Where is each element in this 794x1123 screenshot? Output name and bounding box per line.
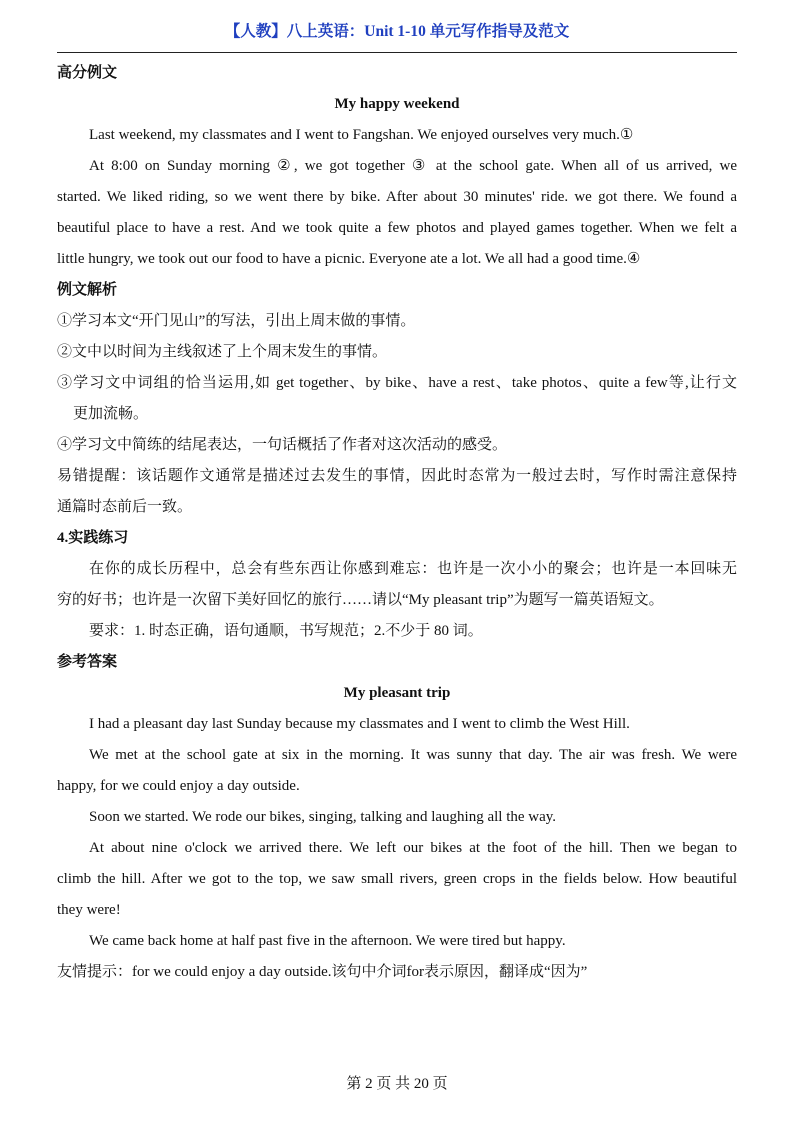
error-tip-line-1: 易错提醒：该话题作文通常是描述过去发生的事情，因此时态常为一般过去时，写作时需注意保持 [57, 468, 737, 484]
page-footer [0, 1072, 794, 1093]
analysis-item-1: ①学习本文“开门见山”的写法，引出上周末做的事情。 [57, 313, 416, 329]
page-content [57, 58, 737, 988]
sample-line-3: started. We liked riding, so we went there by bike. After about 30 minutes' ride. we got there. We found a [57, 189, 737, 205]
analysis-item-3: ③学习文中词组的恰当运用,如 get together、by bike、have a rest、take photos、quite a few等,让行文 [57, 375, 737, 391]
answer-p1: I had a pleasant day last Sunday because my classmates and I went to climb the West Hill. [89, 716, 630, 732]
answer-p4-line-2: climb the hill. After we got to the top, we saw small rivers, green crops in the fields below. How beautiful [57, 871, 737, 887]
answer-p3: Soon we started. We rode our bikes, singing, talking and laughing all the way. [89, 809, 557, 825]
friendly-tip: 友情提示：for we could enjoy a day outside.该句中介词for表示原因，翻译成“因为” [57, 964, 588, 980]
header-title: 【人教】八上英语：Unit 1-10 单元写作指导及范文 [224, 23, 570, 40]
answer-p4-line-3: they were! [57, 902, 121, 918]
answer-p2-line-1: We met at the school gate at six in the morning. It was sunny that day. The air was fresh. We were [89, 747, 737, 763]
analysis-item-4: ④学习文中简练的结尾表达，一句话概括了作者对这次活动的感受。 [57, 437, 508, 453]
sample-heading: 高分例文 [57, 65, 118, 81]
sample-line-4: beautiful place to have a rest. And we took quite a few photos and played games together. When we felt a [57, 220, 737, 236]
page-header [57, 20, 737, 53]
analysis-item-2: ②文中以时间为主线叙述了上个周末发生的事情。 [57, 344, 388, 360]
practice-requirement: 要求：1. 时态正确，语句通顺，书写规范；2.不少于 80 词。 [89, 623, 483, 639]
answer-heading: 参考答案 [57, 654, 118, 670]
analysis-heading: 例文解析 [57, 282, 118, 298]
sample-title: My happy weekend [334, 96, 460, 112]
answer-p5: We came back home at half past five in the afternoon. We were tired but happy. [89, 933, 566, 949]
analysis-item-3-cont: 更加流畅。 [73, 406, 149, 422]
sample-line-2: At 8:00 on Sunday morning ②, we got together ③ at the school gate. When all of us arrived, we [89, 158, 737, 174]
answer-p2-line-2: happy, for we could enjoy a day outside. [57, 778, 300, 794]
error-tip-line-2: 通篇时态前后一致。 [57, 499, 193, 515]
answer-title: My pleasant trip [343, 685, 451, 701]
answer-p4-line-1: At about nine o'clock we arrived there. We left our bikes at the foot of the hill. Then we began to [89, 840, 737, 856]
page-number: 第 2 页 共 20 页 [346, 1076, 448, 1092]
practice-prompt-line-1: 在你的成长历程中，总会有些东西让你感到难忘：也许是一次小小的聚会；也许是一本回味无 [89, 561, 737, 577]
practice-heading: 4.实践练习 [57, 530, 129, 546]
sample-line-1: Last weekend, my classmates and I went to Fangshan. We enjoyed ourselves very much.① [89, 127, 634, 143]
practice-prompt-line-2: 穷的好书；也许是一次留下美好回忆的旅行……请以“My pleasant trip”为题写一篇英语短文。 [57, 592, 664, 608]
sample-line-5: little hungry, we took out our food to have a picnic. Everyone ate a lot. We all had a good time.④ [57, 251, 641, 267]
